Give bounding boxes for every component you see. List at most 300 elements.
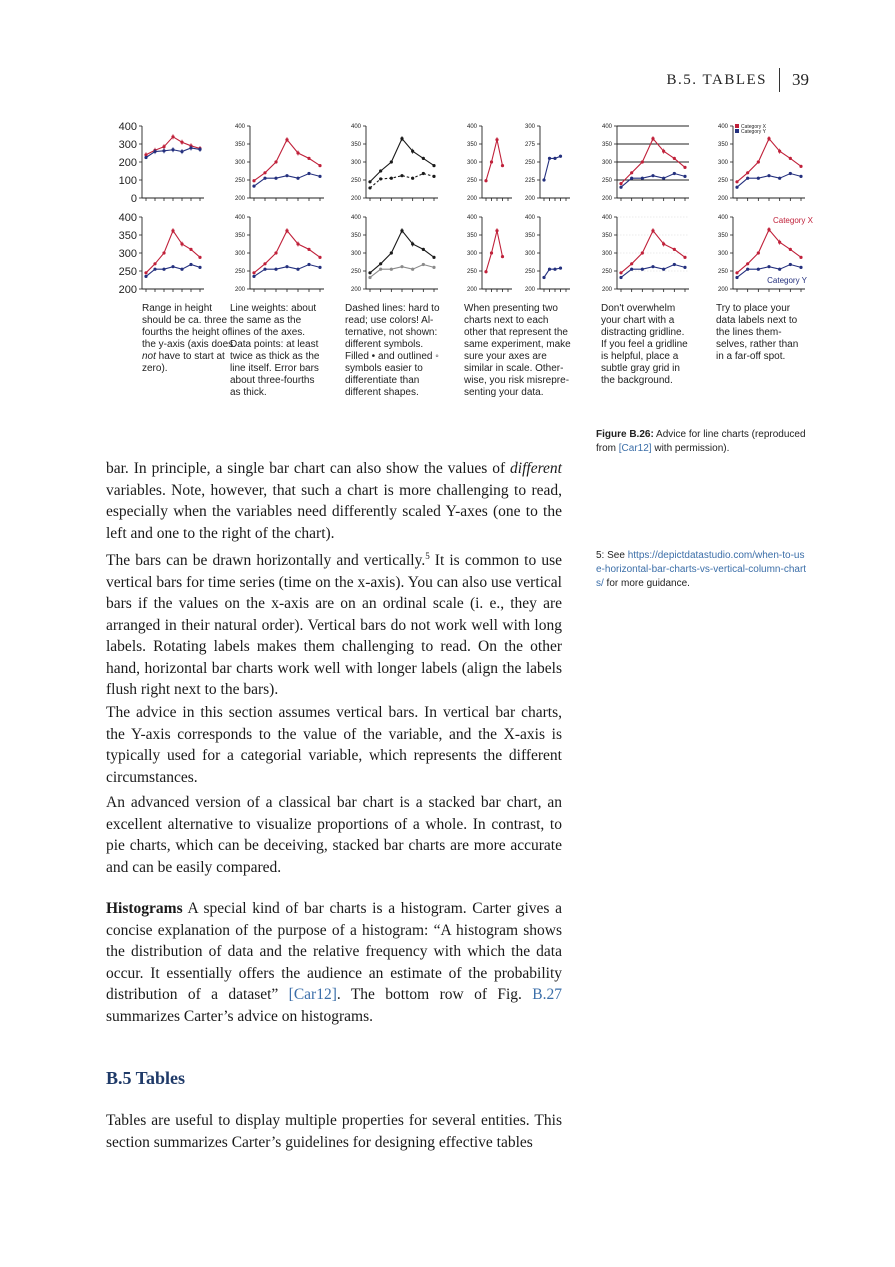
data-point	[285, 265, 288, 268]
histograms-run-in-heading: Histograms	[106, 900, 183, 917]
data-point	[641, 251, 644, 254]
data-point	[368, 186, 371, 189]
data-point	[651, 174, 654, 177]
footnote-text-end: for more guidance.	[603, 578, 690, 589]
data-point	[411, 150, 414, 153]
data-point	[390, 251, 393, 254]
y-tick-label: 250	[601, 269, 612, 276]
y-tick-label: 400	[524, 215, 535, 222]
data-point	[144, 271, 147, 274]
y-tick-label: 350	[717, 142, 728, 149]
section-heading-tables: B.5 Tables	[106, 1068, 186, 1088]
data-point	[662, 150, 665, 153]
y-tick-label: 250	[466, 178, 477, 185]
data-point	[153, 268, 156, 271]
panel-caption-line: wise, you risk misrepre-	[464, 375, 570, 386]
data-point	[789, 172, 792, 175]
paragraph-2	[106, 546, 562, 701]
panel-caption-line: the y-axis (axis does	[142, 339, 234, 350]
panel-caption-line: zero).	[142, 363, 168, 374]
data-point	[501, 255, 504, 258]
y-tick-label: 300	[717, 160, 728, 167]
data-point	[767, 265, 770, 268]
panel-caption-5	[601, 303, 713, 387]
paragraph-1-text: bar. In principle, a single bar chart can also show the values of	[106, 460, 511, 477]
y-tick-label: 250	[118, 265, 137, 278]
data-point	[400, 265, 403, 268]
y-tick-label: 200	[350, 196, 361, 203]
data-point	[274, 268, 277, 271]
data-point	[484, 270, 487, 273]
data-point	[379, 169, 382, 172]
data-point	[662, 177, 665, 180]
data-point	[641, 268, 644, 271]
y-tick-label: 200	[118, 156, 137, 169]
data-point	[735, 276, 738, 279]
data-point	[799, 256, 802, 259]
data-point	[252, 275, 255, 278]
data-point	[799, 165, 802, 168]
data-point	[307, 157, 310, 160]
panel-caption-2	[230, 303, 342, 399]
data-point	[495, 138, 498, 141]
data-point	[490, 251, 493, 254]
chart-panel-top-3	[351, 124, 438, 202]
data-point	[651, 137, 654, 140]
data-point	[767, 137, 770, 140]
panel-caption-line: Range in height	[142, 303, 213, 314]
y-tick-label: 200	[717, 196, 728, 203]
panel-caption-line: should be ca. three	[142, 315, 228, 326]
chart-panel-top-2	[235, 124, 324, 202]
y-tick-label: 250	[717, 269, 728, 276]
data-point	[619, 186, 622, 189]
data-point	[153, 262, 156, 265]
data-point	[285, 229, 288, 232]
paragraph-1-text-end: variables. Note, however, that such a chart is more challenging to read, especially when the variables need differently scaled Y-axes (one to the left and one to the right of the chart).	[106, 481, 562, 542]
data-point	[263, 171, 266, 174]
data-point	[171, 265, 174, 268]
data-point	[548, 268, 551, 271]
data-point	[619, 182, 622, 185]
y-tick-label: 400	[234, 215, 245, 222]
data-point	[746, 268, 749, 271]
footnote-5	[596, 549, 810, 591]
y-tick-label: 350	[601, 233, 612, 240]
panel-caption-3	[345, 303, 457, 399]
y-tick-label: 0	[130, 192, 137, 205]
data-point	[432, 175, 435, 178]
data-point	[651, 265, 654, 268]
data-point	[400, 174, 403, 177]
paragraph-tables: Tables are useful to display multiple properties for several entities. This section summarizes Carter’s guidelines for designing effective tables	[106, 1112, 562, 1151]
data-point	[263, 268, 266, 271]
panel-caption-4	[464, 303, 576, 399]
panel-caption-line: similar in scale. Other-	[464, 363, 564, 374]
y-tick-label: 250	[524, 160, 535, 167]
data-point	[630, 268, 633, 271]
y-tick-label: 300	[118, 247, 137, 260]
data-point	[296, 242, 299, 245]
y-tick-label: 250	[717, 178, 728, 185]
y-tick-label: 200	[118, 283, 137, 296]
data-point	[432, 256, 435, 259]
citation-car12[interactable]: [Car12]	[288, 986, 337, 1003]
paragraph-4: An advanced version of a classical bar chart is a stacked bar chart, an excellent alternative to visualize proportions of a whole. In contrast, to pie charts, which can be deceiving, stacked bar charts are more accurate and can be easily compared.	[106, 794, 562, 876]
series-line	[544, 268, 561, 277]
panel-caption-line: different symbols.	[345, 339, 424, 350]
data-point	[548, 157, 551, 160]
y-tick-label: 350	[350, 142, 361, 149]
data-point	[767, 174, 770, 177]
data-point	[162, 251, 165, 254]
panel-caption-line: as thick.	[230, 387, 267, 398]
y-tick-label: 300	[118, 138, 137, 151]
data-point	[274, 251, 277, 254]
paragraph-histograms-mid: . The bottom row of Fig.	[336, 986, 533, 1003]
data-point	[252, 271, 255, 274]
y-tick-label: 200	[601, 287, 612, 294]
y-tick-label: 400	[350, 215, 361, 222]
data-point	[778, 177, 781, 180]
panel-caption-line: your chart with a	[601, 315, 675, 326]
panel-caption-line: read; use colors! Al-	[345, 315, 434, 326]
y-tick-label: 300	[350, 251, 361, 258]
data-point	[411, 268, 414, 271]
data-point	[411, 177, 414, 180]
data-point	[180, 150, 183, 153]
y-tick-label: 300	[717, 251, 728, 258]
chart-panel-bottom-4-right	[525, 215, 570, 293]
data-point	[379, 268, 382, 271]
y-tick-label: 250	[350, 178, 361, 185]
panel-caption-line: same experiment, make	[464, 339, 571, 350]
series-line	[486, 231, 503, 272]
y-tick-label: 300	[350, 160, 361, 167]
panel-caption-line: the background.	[601, 375, 673, 386]
chart-panel-bottom-1	[119, 212, 204, 296]
y-tick-label: 300	[466, 160, 477, 167]
data-point	[318, 266, 321, 269]
data-point	[799, 175, 802, 178]
data-point	[757, 160, 760, 163]
data-point	[553, 157, 556, 160]
y-tick-label: 200	[524, 287, 535, 294]
data-point	[746, 262, 749, 265]
data-point	[432, 164, 435, 167]
data-point	[189, 146, 192, 149]
data-point	[171, 229, 174, 232]
y-tick-label: 250	[234, 269, 245, 276]
data-point	[553, 268, 556, 271]
y-tick-label: 400	[118, 211, 137, 224]
data-point	[735, 271, 738, 274]
y-tick-label: 300	[466, 251, 477, 258]
paragraph-histograms-end: summarizes Carter’s advice on histograms.	[106, 1007, 374, 1025]
panel-caption-line: data labels next to	[716, 315, 798, 326]
panel-caption-line: fourths the height of	[142, 327, 231, 338]
data-point	[484, 179, 487, 182]
y-tick-label: 400	[466, 124, 477, 131]
data-point	[198, 256, 201, 259]
data-point	[198, 266, 201, 269]
data-point	[757, 268, 760, 271]
chart-panel-top-1	[119, 121, 204, 205]
panel-caption-line: Dashed lines: hard to	[345, 303, 440, 314]
y-tick-label: 300	[601, 251, 612, 258]
y-tick-label: 400	[717, 215, 728, 222]
panel-caption-line: ternative, not shown:	[345, 327, 438, 338]
panel-caption-line: in a far-off spot.	[716, 351, 786, 362]
y-tick-label: 350	[234, 142, 245, 149]
y-tick-label: 250	[601, 178, 612, 185]
y-tick-label: 200	[234, 287, 245, 294]
data-point	[189, 248, 192, 251]
data-point	[390, 160, 393, 163]
y-tick-label: 300	[524, 124, 535, 131]
y-tick-label: 400	[234, 124, 245, 131]
y-tick-label: 350	[234, 233, 245, 240]
data-point	[422, 157, 425, 160]
data-point	[746, 171, 749, 174]
panel-caption-line: different shapes.	[345, 387, 419, 398]
data-point	[651, 229, 654, 232]
data-point	[673, 157, 676, 160]
panel-caption-line: line itself. Error bars	[230, 363, 319, 374]
panel-caption-line: not have to start at	[142, 351, 225, 362]
paragraph-1-emphasis: different	[510, 460, 562, 477]
y-tick-label: 300	[601, 160, 612, 167]
panel-caption-line: Line weights: about	[230, 303, 317, 314]
data-point	[757, 251, 760, 254]
y-tick-label: 300	[234, 160, 245, 167]
legend-swatch-y	[735, 129, 739, 133]
data-point	[432, 266, 435, 269]
y-tick-label: 200	[717, 287, 728, 294]
data-point	[422, 248, 425, 251]
panel-caption-line: about three-fourths	[230, 375, 315, 386]
chart-panel-top-4-right	[525, 124, 570, 202]
legend-swatch-x	[735, 124, 739, 128]
data-point	[379, 177, 382, 180]
paragraph-histograms	[106, 898, 562, 1027]
y-tick-label: 200	[234, 196, 245, 203]
legend-label-x: Category X	[741, 124, 767, 130]
panel-caption-line: twice as thick as the	[230, 351, 320, 362]
data-point	[144, 275, 147, 278]
data-point	[767, 228, 770, 231]
data-point	[307, 248, 310, 251]
series-line	[486, 140, 503, 181]
y-tick-label: 400	[350, 124, 361, 131]
series-line	[544, 156, 561, 180]
panel-caption-line: the same as the	[230, 315, 302, 326]
data-point	[630, 177, 633, 180]
data-point	[542, 276, 545, 279]
paragraph-1	[106, 458, 562, 544]
chart-panel-bottom-5	[602, 215, 689, 293]
data-point	[285, 138, 288, 141]
panel-caption-line: differentiate than	[345, 375, 420, 386]
panel-caption-line: subtle gray grid in	[601, 363, 680, 374]
y-tick-label: 350	[717, 233, 728, 240]
data-point	[673, 172, 676, 175]
data-point	[144, 156, 147, 159]
y-tick-label: 250	[524, 269, 535, 276]
paragraph-2-text: The bars can be drawn horizontally and vertically.	[106, 552, 426, 570]
y-tick-label: 400	[601, 215, 612, 222]
data-point	[307, 263, 310, 266]
data-point	[263, 177, 266, 180]
data-point	[422, 172, 425, 175]
y-tick-label: 350	[524, 233, 535, 240]
y-tick-label: 350	[466, 233, 477, 240]
y-tick-label: 350	[118, 229, 137, 242]
data-point	[673, 263, 676, 266]
paragraph-histograms-text: A special kind of bar charts is a histogram. Carter gives a concise explanation of the purpose of a histogram: “A histogram shows the distribution of data and the relative frequency with which the data occur. It essentially offers the audience an estimate of the probability distribution of a dataset”	[106, 900, 562, 1003]
y-tick-label: 350	[350, 233, 361, 240]
data-point	[789, 263, 792, 266]
data-point	[799, 266, 802, 269]
chart-panel-bottom-2	[235, 215, 324, 293]
data-point	[411, 242, 414, 245]
inline-label-x: Category X	[772, 216, 813, 225]
data-point	[778, 150, 781, 153]
y-tick-label: 200	[466, 196, 477, 203]
data-point	[162, 145, 165, 148]
data-point	[296, 151, 299, 154]
y-tick-label: 200	[466, 287, 477, 294]
y-tick-label: 100	[118, 174, 137, 187]
panel-caption-line: symbols easier to	[345, 363, 423, 374]
data-point	[274, 160, 277, 163]
chart-panel-bottom-4-left	[467, 215, 512, 293]
data-point	[559, 267, 562, 270]
y-tick-label: 400	[466, 215, 477, 222]
data-point	[162, 149, 165, 152]
data-point	[662, 242, 665, 245]
data-point	[501, 164, 504, 167]
data-point	[641, 160, 644, 163]
y-tick-label: 275	[524, 142, 535, 149]
data-point	[368, 271, 371, 274]
figure-caption-end: with permission).	[651, 443, 730, 454]
chart-panel-top-6	[718, 124, 805, 202]
chart-panel-bottom-3	[351, 215, 438, 293]
data-point	[153, 150, 156, 153]
panel-caption-line: Try to place your	[716, 303, 791, 314]
data-point	[189, 263, 192, 266]
panel-caption-line: Filled • and outlined ◦	[345, 351, 439, 362]
panel-caption-line: distracting gridline.	[601, 327, 685, 338]
data-point	[198, 148, 201, 151]
inline-label-y: Category Y	[767, 276, 807, 285]
data-point	[368, 180, 371, 183]
y-tick-label: 250	[466, 269, 477, 276]
y-tick-label: 400	[601, 124, 612, 131]
data-point	[422, 263, 425, 266]
footnote-label: 5: See	[596, 550, 628, 561]
panel-caption-line: If you feel a gridline	[601, 339, 688, 350]
panel-caption-line: is helpful, place a	[601, 351, 679, 362]
y-tick-label: 300	[524, 251, 535, 258]
running-head-section: B.5. TABLES	[666, 71, 767, 88]
data-point	[318, 256, 321, 259]
data-point	[307, 172, 310, 175]
data-point	[778, 241, 781, 244]
figure-caption-text: Advice for line charts (reproduced from	[596, 429, 806, 454]
data-point	[171, 135, 174, 138]
panel-caption-line: When presenting two	[464, 303, 558, 314]
panel-caption-line: senting your data.	[464, 387, 544, 398]
data-point	[630, 262, 633, 265]
panel-caption-line: Don't overwhelm	[601, 303, 676, 314]
footnote-link[interactable]: https://depictdatastudio.com/when-to-use-horizontal-bar-charts-vs-vertical-column-charts/	[596, 550, 807, 589]
data-point	[789, 248, 792, 251]
data-point	[619, 271, 622, 274]
data-point	[683, 256, 686, 259]
data-point	[619, 276, 622, 279]
y-tick-label: 200	[524, 196, 535, 203]
data-point	[683, 266, 686, 269]
data-point	[318, 164, 321, 167]
data-point	[263, 262, 266, 265]
figure-b26	[0, 0, 895, 300]
data-point	[683, 166, 686, 169]
data-point	[285, 174, 288, 177]
paragraph-2-text-end: It is common to use vertical bars for time series (time on the x-axis). You can also use vertical bars if the values on the x-axis are on an ordinal scale (i. e., they are arranged in their natural order). Vertical bars do not work well with long labels. Rotating labels makes them challenging to read. On the other hand, horizontal bar charts work well with longer labels (align the labels flush right next to the bars).	[106, 552, 562, 699]
chart-panel-top-4-left	[467, 124, 512, 202]
data-point	[379, 262, 382, 265]
data-point	[735, 186, 738, 189]
panel-caption-line: the lines them-	[716, 327, 782, 338]
data-point	[630, 171, 633, 174]
data-point	[274, 177, 277, 180]
y-tick-label: 200	[350, 287, 361, 294]
panel-caption-line: charts next to each	[464, 315, 549, 326]
y-tick-label: 250	[350, 269, 361, 276]
data-point	[559, 155, 562, 158]
data-point	[673, 248, 676, 251]
legend-label-y: Category Y	[741, 129, 766, 135]
y-tick-label: 300	[234, 251, 245, 258]
data-point	[252, 185, 255, 188]
y-tick-label: 200	[601, 196, 612, 203]
figure-caption-citation[interactable]: [Car12]	[618, 443, 652, 454]
figure-caption-label: Figure B.26:	[596, 429, 654, 440]
data-point	[735, 180, 738, 183]
data-point	[683, 175, 686, 178]
footnote-marker[interactable]: 5	[425, 551, 430, 561]
data-point	[400, 229, 403, 232]
figure-ref-b27[interactable]: B.27	[532, 986, 562, 1003]
y-tick-label: 400	[118, 120, 137, 133]
data-point	[296, 177, 299, 180]
data-point	[180, 268, 183, 271]
data-point	[318, 175, 321, 178]
panel-caption-6	[716, 303, 828, 363]
data-point	[662, 268, 665, 271]
chart-panel-bottom-6	[718, 215, 814, 293]
data-point	[641, 177, 644, 180]
data-point	[180, 242, 183, 245]
panel-caption-line: lines of the axes.	[230, 327, 306, 338]
data-point	[542, 178, 545, 181]
data-point	[495, 229, 498, 232]
paragraph-3: The advice in this section assumes vertical bars. In vertical bar charts, the Y-axis corresponds to the value of the variable, and the X-axis is typically used for a categorial variable, which represents the different circumstances.	[106, 704, 562, 786]
figure-caption	[596, 428, 810, 456]
chart-panel-top-5	[602, 124, 689, 202]
